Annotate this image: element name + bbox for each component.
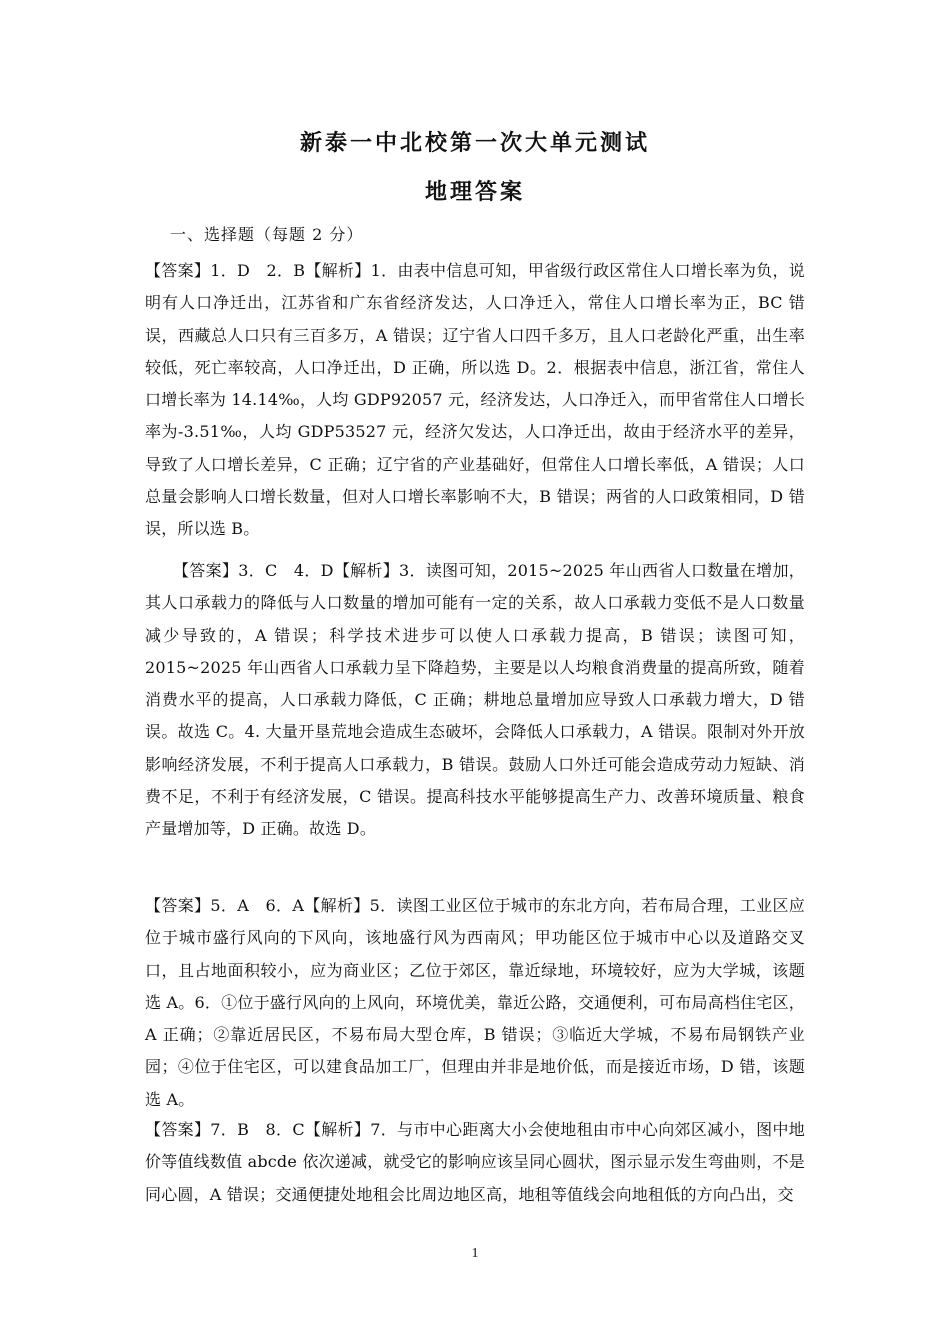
section-heading: 一、选择题（每题 2 分）: [170, 225, 364, 244]
document-subtitle: 地理答案: [424, 179, 525, 205]
answer-paragraph-1-2: 【答案】1．D 2．B【解析】1．由表中信息可知，甲省级行政区常住人口增长率为负，说明有人口净迁出，江苏省和广东省经济发达，人口净迁入，常住人口增长率为正，BC 错误，西藏总人口只有三百多万，A 错误；辽宁省人口四千多万，且人口老龄化严重，出生率较低，死亡率较高，人口净迁出，D 正确，所以选 D。2．根据表中信息，浙江省，常住人口增长率为 14.14‰，人均 GDP92057 元，经济发达，人口净迁入，而甲省常住人口增长率为-3.51‰，人均 GDP53527 元，经济欠发达，人口净迁出，故由于经济水平的差异，导致了人口增长差异，C 正确；辽宁省的产业基础好，但常住人口增长率低，A 错误；人口总量会影响人口增长数量，但对人口增长率影响不大，B 错误；两省的人口政策相同，D 错误，所以选 B。: [145, 261, 805, 539]
page-number: 1: [471, 1246, 479, 1261]
document-title: 新泰一中北校第一次大单元测试: [299, 130, 650, 156]
answer-paragraph-7-8: 【答案】7．B 8．C【解析】7．与市中心距离大小会使地租由市中心向郊区减小，图中地价等值线数值 abcde 依次递减，就受它的影响应该呈同心圆状，图示显示发生弯曲则，不是同心圆，A 错误；交通便捷处地租会比周边地区高，地租等值线会向地租低的方向凸出，交: [145, 1120, 805, 1204]
answer-paragraph-5-6: 【答案】5．A 6．A【解析】5．读图工业区位于城市的东北方向，若布局合理，工业区应位于城市盛行风向的下风向，该地盛行风为西南风；甲功能区位于城市中心以及道路交叉口，且占地面积较小，应为商业区；乙位于郊区，靠近绿地，环境较好，应为大学城，该题选 A。6．①位于盛行风向的上风向，环境优美，靠近公路，交通便利，可布局高档住宅区，A 正确；②靠近居民区，不易布局大型仓库，B 错误；③临近大学城，不易布局钢铁产业园；④位于住宅区，可以建食品加工厂，但理由并非是地价低，而是接近市场，D 错，该题选 A。: [145, 896, 805, 1109]
answer-paragraph-3-4: 【答案】3．C 4．D【解析】3．读图可知，2015~2025 年山西省人口数量在增加，其人口承载力的降低与人口数量的增加可能有一定的关系，故人口承载力变低不是人口数量减少导致的，A 错误；科学技术进步可以使人口承载力提高，B 错误；读图可知，2015~2025 年山西省人口承载力呈下降趋势，主要是以人均粮食消费量的提高所致，随着消费水平的提高，人口承载力降低，C 正确；耕地总量增加应导致人口承载力增大，D 错误。故选 C。4. 大量开垦荒地会造成生态破坏，会降低人口承载力，A 错误。限制对外开放影响经济发展，不利于提高人口承载力，B 错误。鼓励人口外迁可能会造成劳动力短缺、消费不足，不利于有经济发展，C 错误。提高科技水平能够提高生产力、改善环境质量、粮食产量增加等，D 正确。故选 D。: [145, 561, 805, 839]
